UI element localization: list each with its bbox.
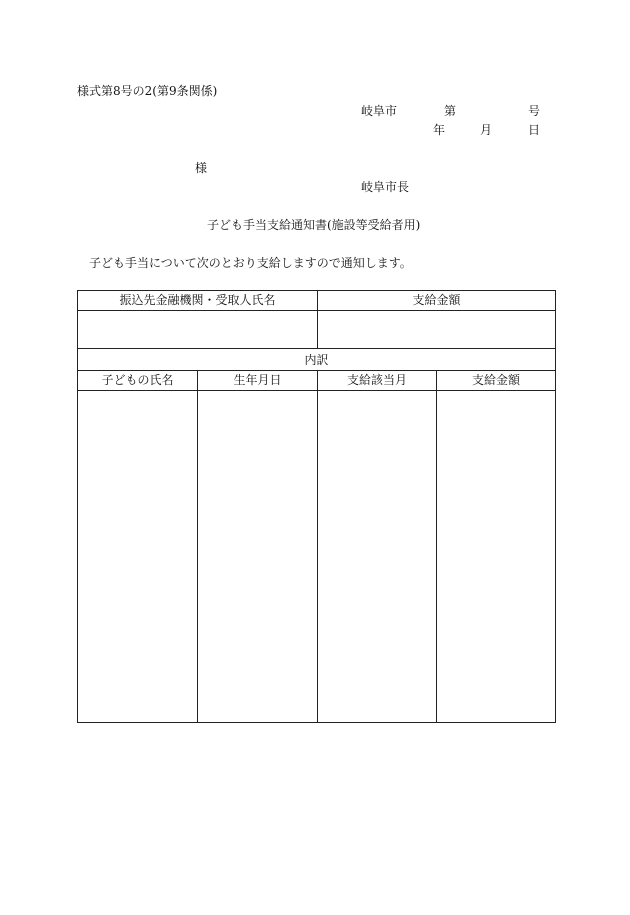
doc-number-go: 号 xyxy=(528,104,541,118)
body-text: 子ども手当について次のとおり支給しますので通知します。 xyxy=(89,256,412,270)
recipient-suffix: 様 xyxy=(195,161,208,175)
header-bank-recipient: 振込先金融機関・受取人氏名 xyxy=(119,293,276,307)
payment-amount-entry xyxy=(318,311,555,348)
payment-table xyxy=(77,290,556,723)
breakdown-label: 内訳 xyxy=(304,353,329,367)
table-divider xyxy=(78,348,555,349)
date-month: 月 xyxy=(480,123,493,137)
col-header-child-name: 子どもの氏名 xyxy=(101,373,174,387)
date-year: 年 xyxy=(433,123,446,137)
breakdown-detail-area xyxy=(78,391,555,722)
col-header-payment-month: 支給該当月 xyxy=(346,373,407,387)
date-day: 日 xyxy=(528,123,541,137)
col-header-payment-amount: 支給金額 xyxy=(471,373,520,387)
form-number: 様式第8号の2(第9条関係) xyxy=(77,84,218,98)
col-header-birth-date: 生年月日 xyxy=(233,373,282,387)
document-title: 子ども手当支給通知書(施設等受給者用) xyxy=(207,218,421,232)
bank-recipient-entry xyxy=(78,311,317,348)
doc-number-dai: 第 xyxy=(444,104,457,118)
header-payment-amount: 支給金額 xyxy=(412,293,461,307)
doc-number-city: 岐阜市 xyxy=(361,104,398,118)
issuer: 岐阜市長 xyxy=(361,180,410,194)
